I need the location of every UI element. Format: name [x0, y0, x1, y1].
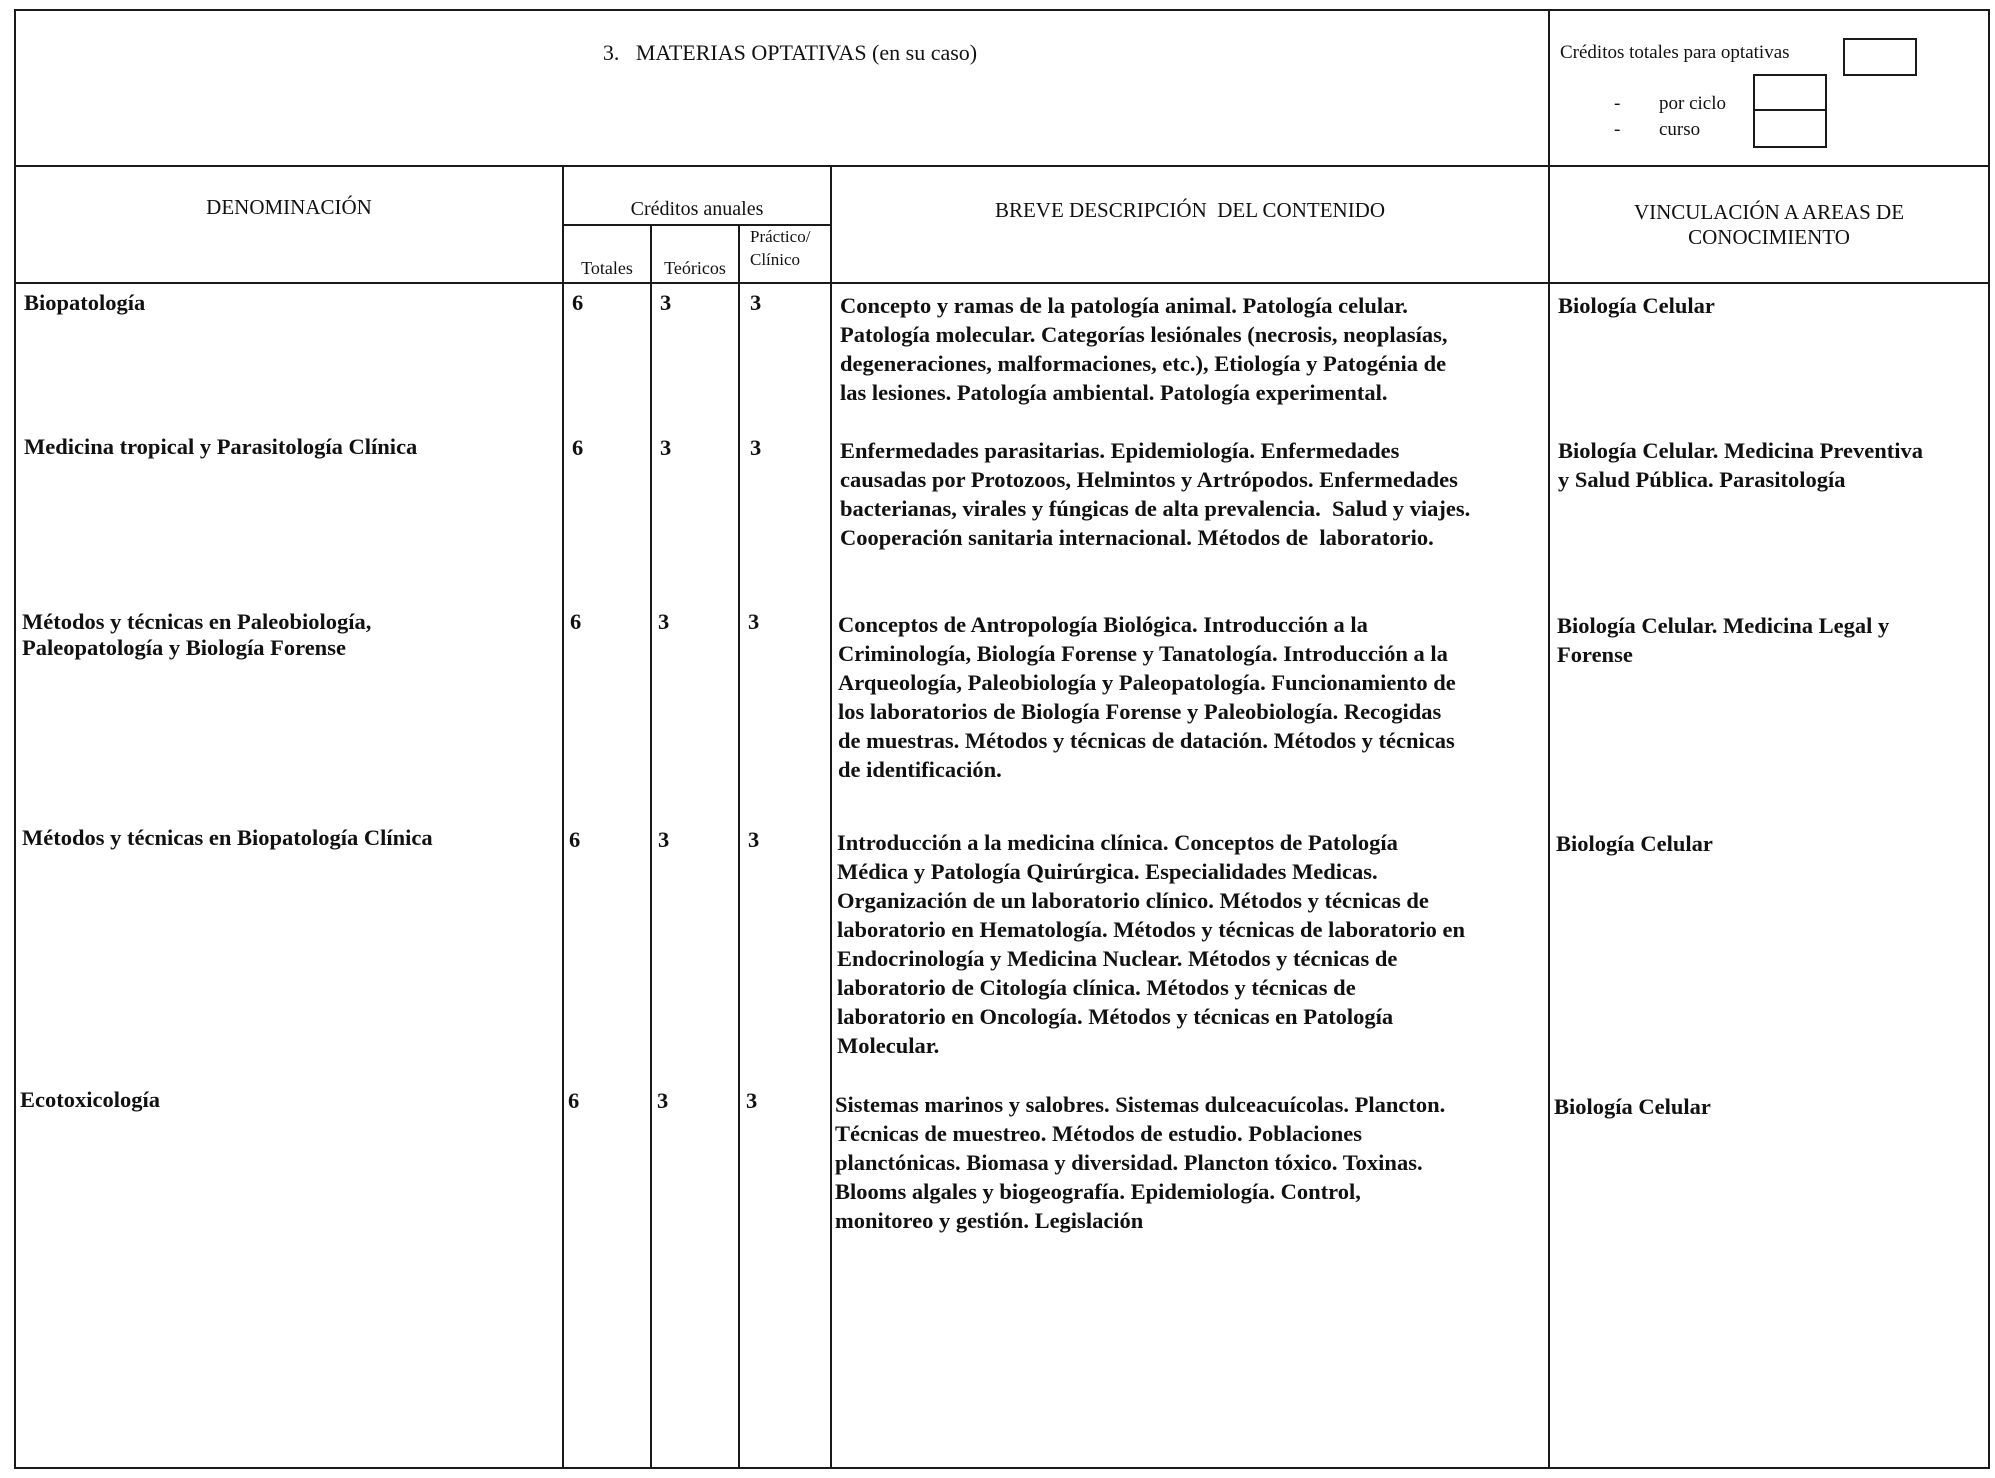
row-totales: 6	[570, 609, 582, 634]
credits-subheader-divider	[564, 224, 832, 226]
row-description-line: Criminología, Biología Forense y Tanatología. Introducción a la	[838, 641, 1448, 666]
credits-total-box[interactable]	[1843, 38, 1917, 76]
row-name: Paleopatología y Biología Forense	[22, 635, 346, 660]
row-totales: 6	[568, 1088, 580, 1113]
per-cycle-label: por ciclo	[1659, 93, 1727, 114]
table-border-right	[1988, 9, 1990, 1469]
row-name: Biopatología	[24, 290, 146, 315]
row-teoricos: 3	[660, 290, 672, 315]
credits-total-label: Créditos totales para optativas	[1560, 42, 1790, 63]
row-area: Biología Celular. Medicina Legal y	[1557, 613, 1890, 638]
row-description-line: Concepto y ramas de la patología animal. Patología celular.	[840, 293, 1408, 318]
row-totales: 6	[569, 827, 581, 852]
col-header-teoricos: Teóricos	[664, 258, 726, 278]
row-description-line: Endocrinología y Medicina Nuclear. Métodos y técnicas de	[837, 946, 1398, 971]
row-description-line: monitoreo y gestión. Legislación	[835, 1208, 1144, 1233]
row-area: y Salud Pública. Parasitología	[1558, 467, 1846, 492]
row-totales: 6	[572, 290, 584, 315]
row-area: Biología Celular	[1556, 831, 1713, 856]
course-dash: -	[1614, 119, 1621, 140]
col-divider-teoricos	[738, 224, 740, 1469]
col-divider-totales	[650, 224, 652, 1469]
col-header-descripcion: BREVE DESCRIPCIÓN DEL CONTENIDO	[994, 198, 1386, 222]
col-header-creditos-anuales: Créditos anuales	[630, 198, 764, 220]
section-title: 3. MATERIAS OPTATIVAS (en su caso)	[602, 40, 978, 65]
row-description-line: Técnicas de muestreo. Métodos de estudio. Poblaciones	[835, 1121, 1363, 1146]
row-description-line: las lesiones. Patología ambiental. Patología experimental.	[840, 380, 1388, 405]
table-border-bottom	[14, 1467, 1990, 1469]
table-border-left	[14, 9, 16, 1469]
course-box[interactable]	[1753, 109, 1827, 148]
row-description-line: de identificación.	[838, 757, 1002, 782]
col-header-vinculacion-line1: VINCULACIÓN A AREAS DE	[1633, 200, 1905, 224]
row-description-line: laboratorio en Oncología. Métodos y técnicas en Patología	[837, 1004, 1394, 1029]
column-header-divider	[14, 282, 1990, 284]
row-practicos: 3	[750, 290, 762, 315]
col-header-totales: Totales	[581, 258, 633, 278]
col-header-vinculacion-line2: CONOCIMIENTO	[1688, 225, 1850, 249]
row-description-line: laboratorio en Hematología. Métodos y técnicas de laboratorio en	[837, 917, 1466, 942]
row-description-line: degeneraciones, malformaciones, etc.), Etiología y Patogénia de	[840, 351, 1447, 376]
row-description-line: Médica y Patología Quirúrgica. Especialidades Medicas.	[837, 859, 1378, 884]
row-name: Ecotoxicología	[20, 1087, 160, 1112]
per-cycle-dash: -	[1614, 93, 1621, 114]
col-divider-denominacion	[562, 165, 564, 1469]
row-description-line: Organización de un laboratorio clínico. Métodos y técnicas de	[837, 888, 1429, 913]
row-area: Biología Celular	[1558, 293, 1715, 318]
row-description-line: los laboratorios de Biología Forense y Paleobiología. Recogidas	[838, 699, 1442, 724]
row-name: Medicina tropical y Parasitología Clínica	[24, 434, 418, 459]
row-description-line: Introducción a la medicina clínica. Conceptos de Patología	[837, 830, 1398, 855]
row-practicos: 3	[748, 609, 760, 634]
row-description-line: Arqueología, Paleobiología y Paleopatología. Funcionamiento de	[838, 670, 1456, 695]
row-description-line: planctónicas. Biomasa y diversidad. Plancton tóxico. Toxinas.	[835, 1150, 1423, 1175]
row-totales: 6	[572, 435, 584, 460]
row-area: Biología Celular. Medicina Preventiva	[1558, 438, 1923, 463]
table-border-top	[14, 9, 1989, 11]
row-teoricos: 3	[657, 1088, 669, 1113]
row-description-line: Patología molecular. Categorías lesiónales (necrosis, neoplasías,	[840, 322, 1448, 347]
col-header-practico-line1: Práctico/	[750, 227, 811, 246]
col-header-practico-line2: Clínico	[750, 250, 801, 269]
row-description-line: laboratorio de Citología clínica. Métodos y técnicas de	[837, 975, 1356, 1000]
row-description-line: bacterianas, virales y fúngicas de alta prevalencia. Salud y viajes.	[840, 496, 1471, 521]
row-description-line: Sistemas marinos y salobres. Sistemas dulceacuícolas. Plancton.	[835, 1092, 1446, 1117]
row-name: Métodos y técnicas en Biopatología Clínica	[22, 825, 433, 850]
row-practicos: 3	[748, 827, 760, 852]
row-description-line: Molecular.	[837, 1033, 940, 1058]
row-teoricos: 3	[658, 609, 670, 634]
row-description-line: Blooms algales y biogeografía. Epidemiología. Control,	[835, 1179, 1361, 1204]
row-description-line: causadas por Protozoos, Helmintos y Artrópodos. Enfermedades	[840, 467, 1458, 492]
course-label: curso	[1659, 119, 1701, 140]
per-cycle-box[interactable]	[1753, 74, 1827, 113]
section-header-divider	[14, 165, 1990, 167]
col-divider-creditos	[830, 165, 832, 1469]
row-teoricos: 3	[658, 827, 670, 852]
row-teoricos: 3	[660, 435, 672, 460]
row-area: Biología Celular	[1554, 1094, 1711, 1119]
row-description-line: de muestras. Métodos y técnicas de datación. Métodos y técnicas	[838, 728, 1455, 753]
row-name: Métodos y técnicas en Paleobiología,	[22, 609, 372, 634]
row-practicos: 3	[750, 435, 762, 460]
row-description-line: Enfermedades parasitarias. Epidemiología. Enfermedades	[840, 438, 1400, 463]
row-description-line: Cooperación sanitaria internacional. Métodos de laboratorio.	[840, 525, 1434, 550]
row-area: Forense	[1557, 642, 1633, 667]
row-practicos: 3	[746, 1088, 758, 1113]
row-description-line: Conceptos de Antropología Biológica. Introducción a la	[838, 612, 1368, 637]
col-header-denominacion: DENOMINACIÓN	[206, 195, 372, 219]
